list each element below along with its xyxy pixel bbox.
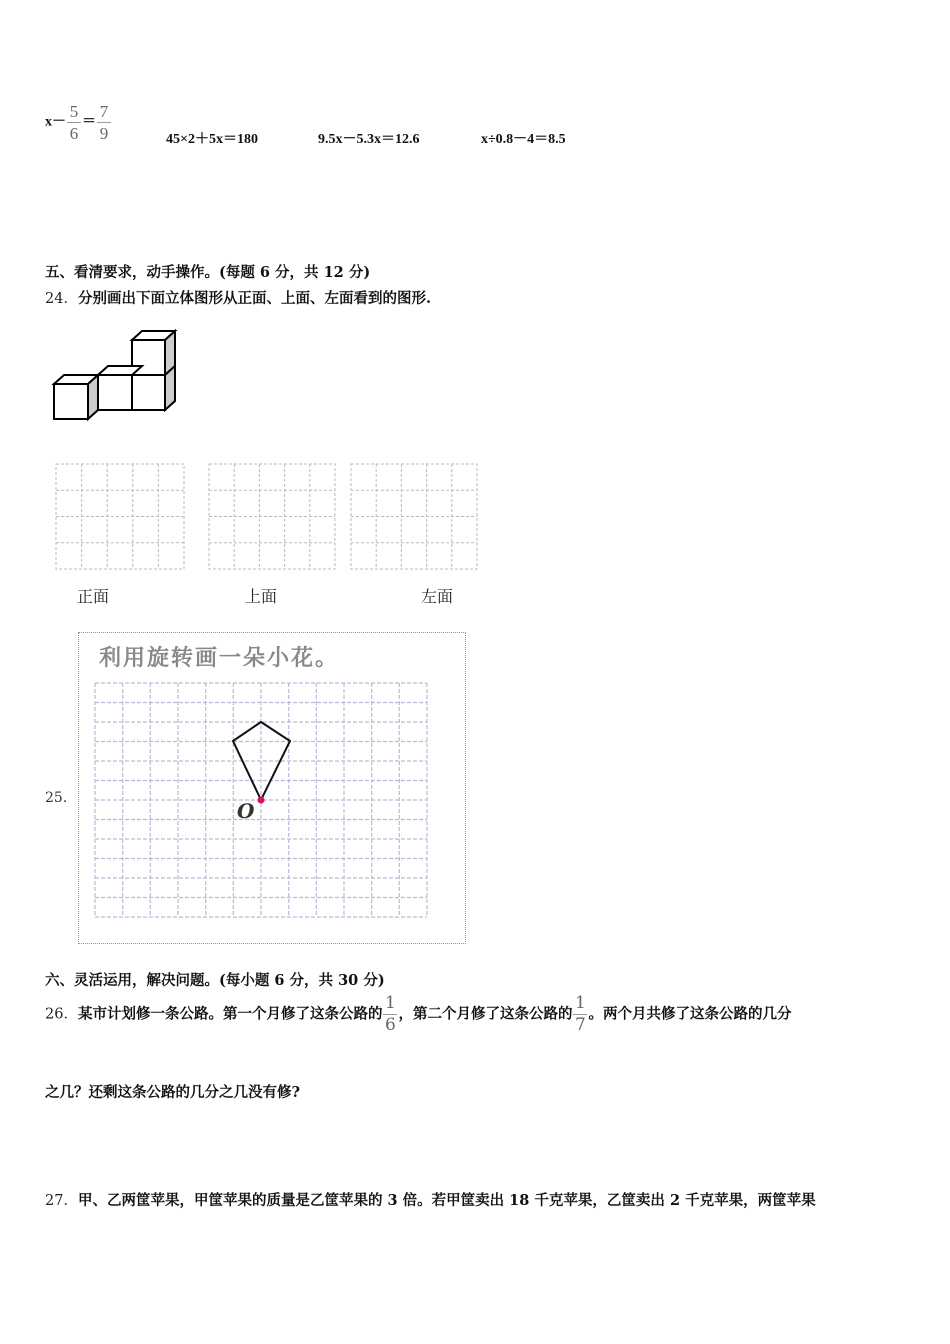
question-26-part2: ，第二个月修了这条公路的 (398, 1005, 573, 1023)
rotation-image-title: 利用旋转画一朵小花。 (99, 646, 340, 671)
question-24-text: 分别画出下面立体图形从正面、上面、左面看到的图形. (77, 290, 431, 307)
section-6-title: 六、灵活运用，解决问题。(每小题 6 分，共 30 分) (45, 972, 385, 989)
left-view-grid[interactable] (350, 463, 478, 571)
question-27 (45, 1189, 816, 1210)
question-26-part3: 。两个月共修了这条公路的几分 (588, 1005, 792, 1023)
question-27-number: 27． (45, 1193, 78, 1209)
equation-4: x÷0.8－4＝8.5 (481, 132, 566, 147)
front-view-grid[interactable] (55, 463, 185, 571)
question-24-number: 24． (45, 291, 78, 307)
rotation-image (78, 632, 466, 944)
equation-1-prefix: x－ (45, 114, 66, 130)
top-view-grid[interactable] (208, 463, 336, 571)
fraction-1-6: $\frac{1}{6}$ (385, 993, 396, 1035)
rotation-center-point (258, 797, 265, 804)
question-27-text: 甲、乙两筐苹果，甲筐苹果的质量是乙筐苹果的 3 倍。若甲筐卖出 18 千克苹果，乙筐卖出 2 千克苹果，两筐苹果 (77, 1192, 816, 1209)
question-24 (45, 287, 431, 308)
equals-sign: ＝ (82, 114, 96, 130)
question-26-part1: 某市计划修一条公路。第一个月修了这条公路的 (77, 1005, 383, 1023)
section-5-title: 五、看清要求，动手操作。(每题 6 分，共 12 分) (45, 264, 371, 281)
fraction-1-7: $\frac{1}{7}$ (575, 993, 586, 1035)
fraction-7-9: $\frac{7}{9}$ (97, 102, 111, 143)
question-26 (45, 994, 915, 1035)
question-26-line2: 之几？还剩这条公路的几分之几没有修? (45, 1084, 300, 1101)
cube-front-face (98, 375, 132, 410)
cube-front-face (54, 384, 88, 419)
cube-figure (50, 328, 180, 423)
label-top-view: 上面 (245, 587, 278, 606)
rotation-grid[interactable] (93, 681, 429, 921)
point-o-label: O (237, 799, 255, 823)
equation-3: 9.5x－5.3x＝12.6 (318, 132, 420, 147)
question-25-number: 25． (45, 790, 77, 806)
equation-2: 45×2＋5x＝180 (166, 132, 258, 147)
fraction-5-6: $\frac{5}{6}$ (67, 102, 81, 143)
equation-1 (45, 102, 112, 143)
cube-side-face (88, 375, 98, 419)
label-left-view: 左面 (421, 587, 454, 606)
cube-front-face (132, 375, 165, 410)
question-26-number: 26． (45, 1006, 78, 1023)
cube-side-face (165, 366, 175, 410)
label-front-view: 正面 (77, 587, 110, 606)
